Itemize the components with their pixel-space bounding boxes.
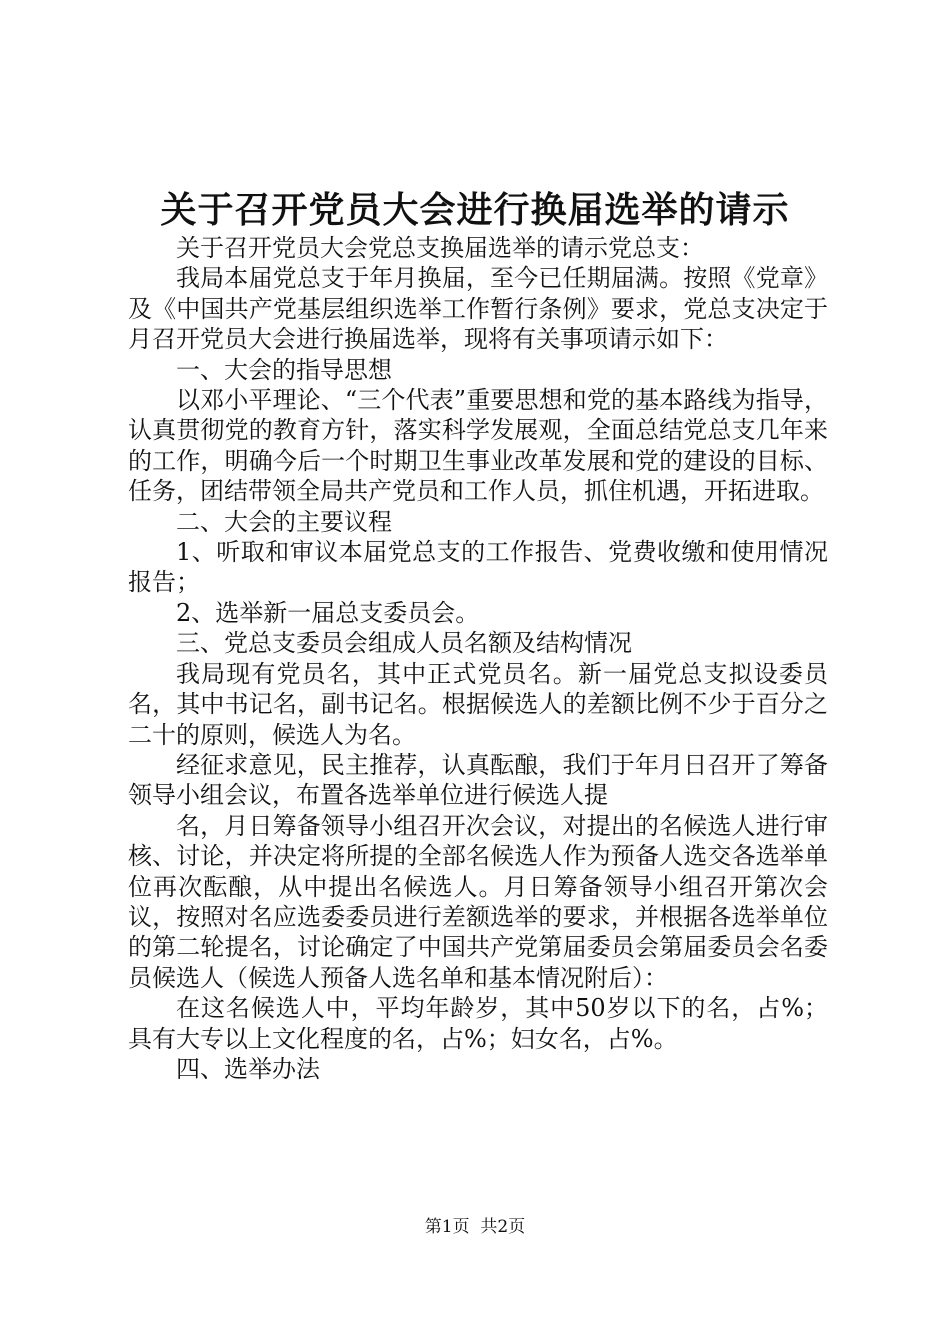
document-body [128, 233, 828, 1084]
page-footer [0, 1215, 950, 1239]
salutation-paragraph: 关于召开党员大会党总支换届选举的请示党总支： [176, 234, 704, 262]
committee-structure-paragraph: 我局现有党员名，其中正式党员名。新一届党总支拟设委员名，其中书记名，副书记名。根据候选人的差额比例不少于百分之二十的原则，候选人为名。 [128, 659, 828, 749]
candidate-statistics-paragraph: 在这名候选人中，平均年龄岁，其中50岁以下的名，占%；具有大专以上文化程度的名，占%；妇女名，占%。 [128, 994, 828, 1053]
page-total: 共2页 [480, 1217, 526, 1237]
intro-paragraph: 我局本届党总支于年月换届，至今已任期届满。按照《党章》及《中国共产党基层组织选举工作暂行条例》要求，党总支决定于月召开党员大会进行换届选举，现将有关事项请示如下： [128, 264, 828, 354]
section-heading-election-method: 四、选举办法 [176, 1054, 320, 1083]
section-heading-guiding-ideology: 一、大会的指导思想 [176, 355, 392, 384]
guiding-ideology-paragraph: 以邓小平理论、“三个代表”重要思想和党的基本路线为指导，认真贯彻党的教育方针，落实科学发展观，全面总结党总支几年来的工作，明确今后一个时期卫生事业改革发展和党的建设的目标、任务，团结带领全局共产党员和工作人员，抓住机遇，开拓进取。 [128, 386, 828, 506]
nomination-paragraph-1: 经征求意见，民主推荐，认真酝酿，我们于年月日召开了筹备领导小组会议，布置各选举单位进行候选人提 [128, 750, 828, 810]
section-heading-agenda: 二、大会的主要议程 [176, 507, 392, 536]
section-heading-committee-structure: 三、党总支委员会组成人员名额及结构情况 [176, 629, 632, 658]
nomination-paragraph-2: 名，月日筹备领导小组召开次会议，对提出的名候选人进行审核、讨论，并决定将所提的全部名候选人作为预备人选交各选举单位再次酝酿，从中提出名候选人。月日筹备领导小组召开第次会议，按照对名应选委委员进行差额选举的要求，并根据各选举单位的第二轮提名，讨论确定了中国共产党第届委员会第届委员会名委员候选人（候选人预备人选名单和基本情况附后）： [128, 811, 828, 992]
agenda-item-1: 1、听取和审议本届党总支的工作报告、党费收缴和使用情况报告； [128, 538, 828, 597]
document-title: 关于召开党员大会进行换届选举的请示 [160, 189, 790, 231]
agenda-item-2: 2、选举新一届总支委员会。 [176, 598, 480, 627]
page-number: 第1页 [424, 1217, 470, 1237]
